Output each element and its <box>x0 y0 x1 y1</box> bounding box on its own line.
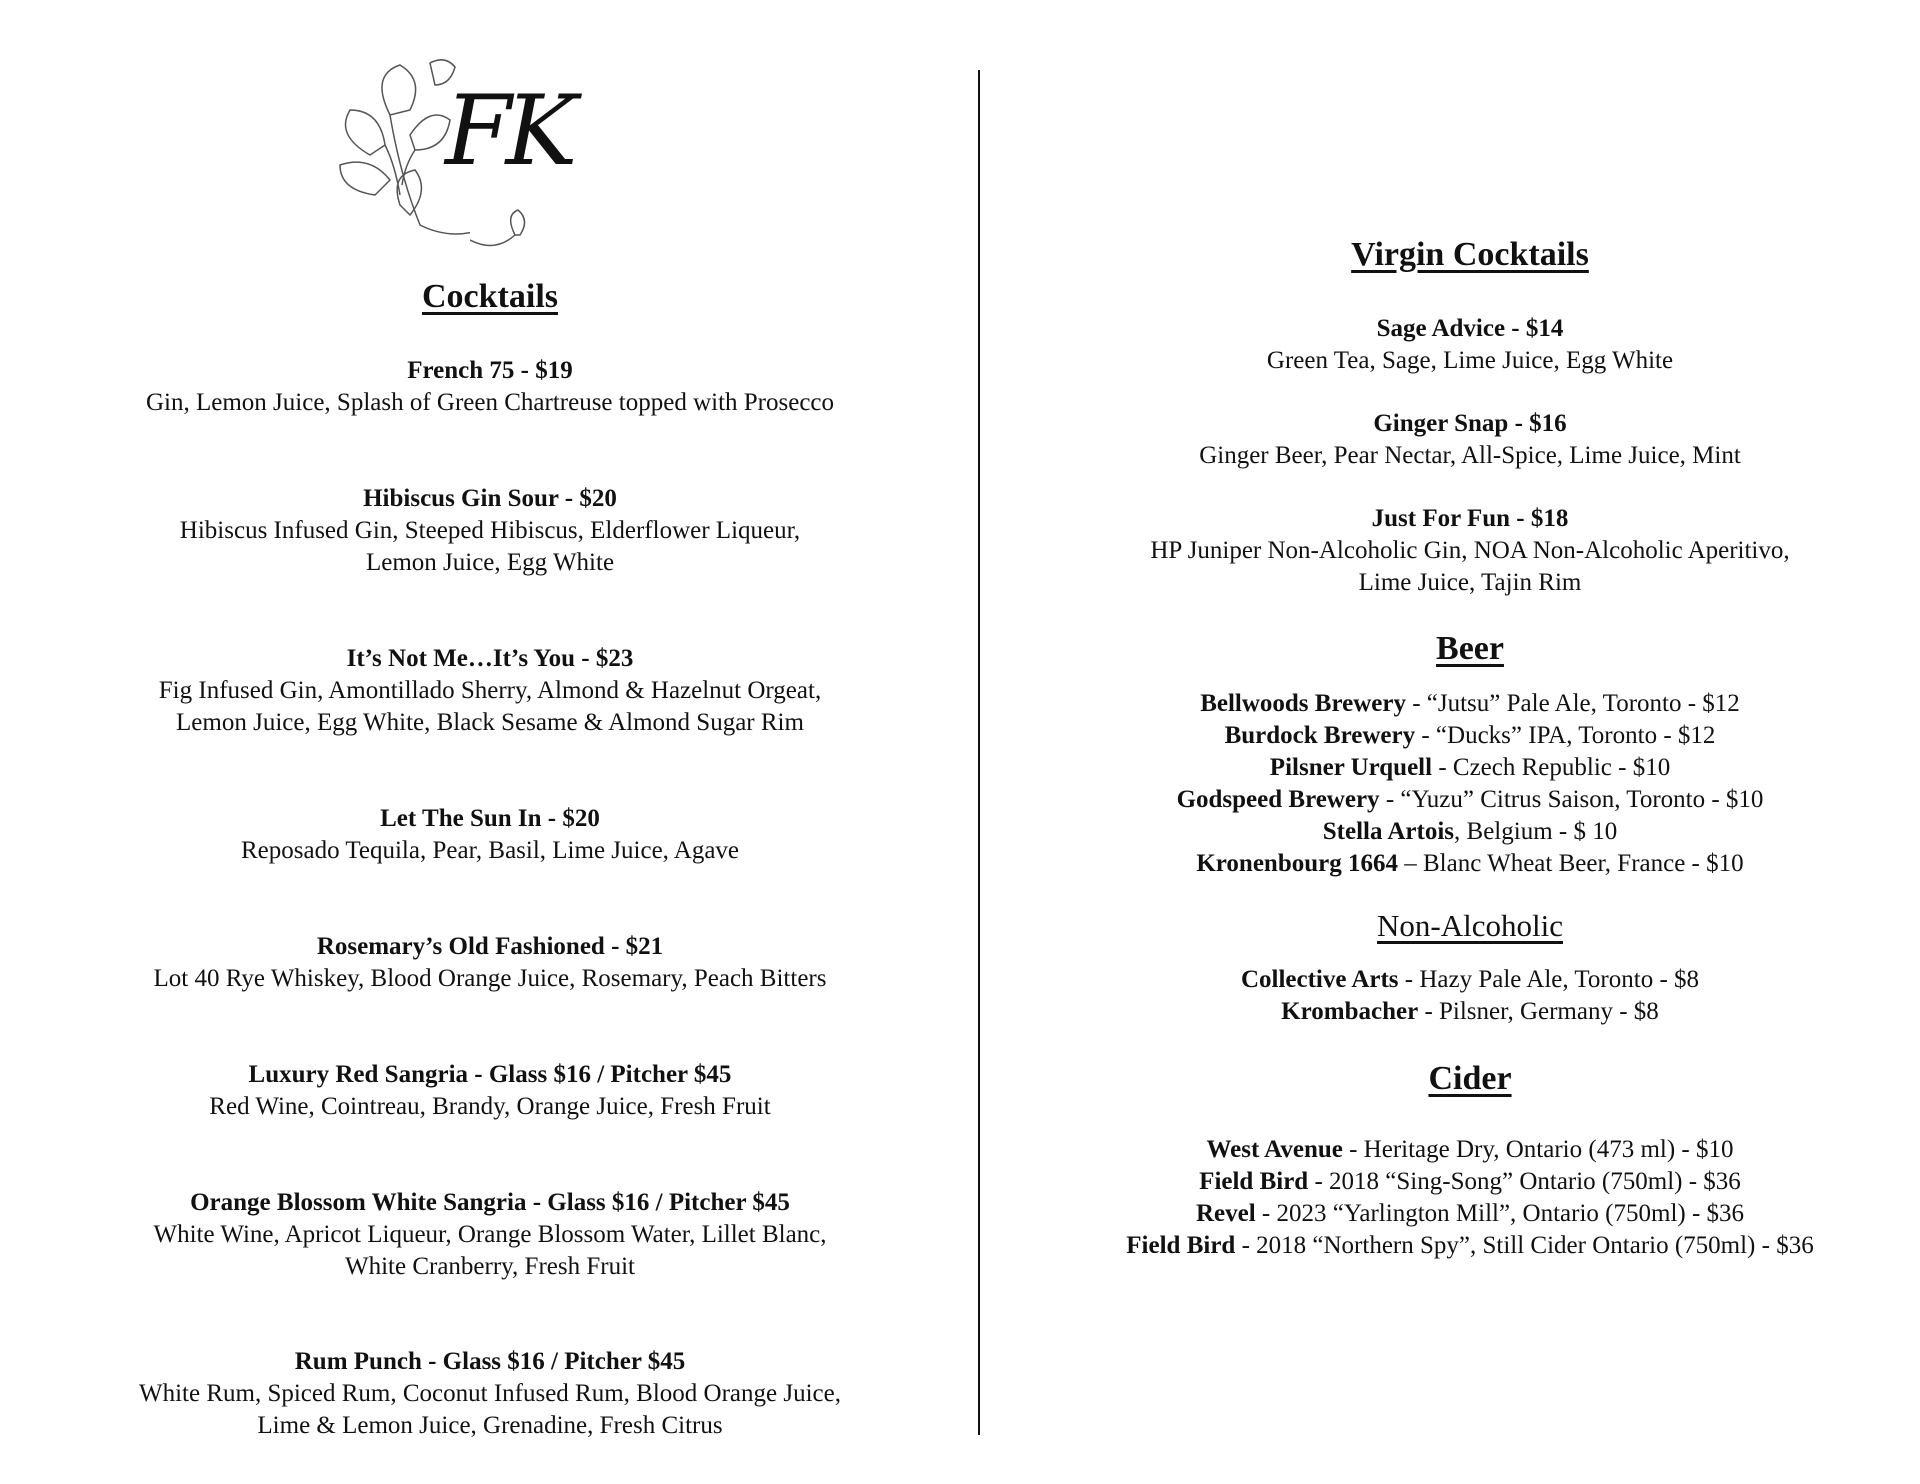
cider-detail: - Heritage Dry, Ontario (473 ml) - $10 <box>1342 1136 1734 1163</box>
right-column <box>1060 0 1880 1484</box>
virgin-item <box>1060 408 1880 472</box>
cider-brand: West Avenue <box>1206 1136 1343 1163</box>
cider-item <box>1060 1198 1880 1230</box>
beer-item <box>1060 848 1880 880</box>
cocktail-item <box>60 1346 920 1442</box>
beer-detail: - Czech Republic - $10 <box>1432 754 1671 781</box>
cocktail-item <box>60 1187 920 1283</box>
cocktail-desc: Red Wine, Cointreau, Brandy, Orange Juice, Fresh Fruit <box>209 1093 771 1120</box>
cocktail-name: Hibiscus Gin Sour - $20 <box>363 485 617 512</box>
non-alcoholic-brand: Collective Arts <box>1240 966 1399 993</box>
virgin-desc: Lime Juice, Tajin Rim <box>1358 569 1582 596</box>
non-alcoholic-list <box>1060 964 1880 1028</box>
beer-item <box>1060 688 1880 720</box>
beer-brand: Stella Artois <box>1322 818 1455 845</box>
virgin-name: Just For Fun - $18 <box>1371 505 1569 532</box>
cider-item <box>1060 1230 1880 1262</box>
cocktail-name: Luxury Red Sangria - Glass $16 / Pitcher $45 <box>248 1061 732 1088</box>
cocktail-name: French 75 - $19 <box>407 357 573 384</box>
beer-list <box>1060 688 1880 880</box>
beer-brand: Kronenbourg 1664 <box>1196 850 1398 877</box>
cocktail-item <box>60 483 920 579</box>
beer-detail: – Blanc Wheat Beer, France - $10 <box>1398 850 1744 877</box>
cocktail-desc: Lemon Juice, Egg White, Black Sesame & Almond Sugar Rim <box>176 709 804 736</box>
cocktail-name: Orange Blossom White Sangria - Glass $16 / Pitcher $45 <box>190 1189 790 1216</box>
virgin-item <box>1060 313 1880 377</box>
beer-detail: - “Ducks” IPA, Toronto - $12 <box>1415 722 1716 749</box>
cocktail-name: Rum Punch - Glass $16 / Pitcher $45 <box>294 1348 686 1375</box>
cocktail-name: Rosemary’s Old Fashioned - $21 <box>316 933 664 960</box>
virgin-desc: HP Juniper Non-Alcoholic Gin, NOA Non-Alcoholic Aperitivo, <box>1150 537 1790 564</box>
cider-item <box>1060 1166 1880 1198</box>
beer-detail: - “Jutsu” Pale Ale, Toronto - $12 <box>1405 690 1740 717</box>
beer-detail: - “Yuzu” Citrus Saison, Toronto - $10 <box>1379 786 1764 813</box>
cider-brand: Field Bird <box>1126 1232 1236 1259</box>
cocktail-desc: Gin, Lemon Juice, Splash of Green Chartreuse topped with Prosecco <box>145 389 835 416</box>
cider-detail: - 2018 “Sing-Song” Ontario (750ml) - $36 <box>1308 1168 1741 1195</box>
column-divider <box>978 70 980 1435</box>
cocktail-desc: Lime & Lemon Juice, Grenadine, Fresh Citrus <box>257 1412 723 1439</box>
cider-list <box>1060 1134 1880 1262</box>
cider-brand: Field Bird <box>1199 1168 1309 1195</box>
cocktail-desc: White Rum, Spiced Rum, Coconut Infused Rum, Blood Orange Juice, <box>139 1380 841 1407</box>
beer-item <box>1060 752 1880 784</box>
virgin-name: Ginger Snap - $16 <box>1373 410 1567 437</box>
cider-title: Cider <box>1428 1060 1512 1097</box>
beer-title: Beer <box>1436 630 1504 667</box>
cocktail-name: Let The Sun In - $20 <box>380 805 600 832</box>
virgin-item <box>1060 503 1880 599</box>
beer-detail: , Belgium - $ 10 <box>1454 818 1618 845</box>
logo-monogram: FK <box>445 75 572 187</box>
cocktail-desc: Reposado Tequila, Pear, Basil, Lime Juice, Agave <box>240 837 740 864</box>
cocktail-item <box>60 355 920 419</box>
non-alcoholic-detail: - Hazy Pale Ale, Toronto - $8 <box>1398 966 1700 993</box>
cider-item <box>1060 1134 1880 1166</box>
virgin-cocktails-title: Virgin Cocktails <box>1351 236 1589 273</box>
virgin-desc: Green Tea, Sage, Lime Juice, Egg White <box>1266 347 1674 374</box>
non-alcoholic-detail: - Pilsner, Germany - $8 <box>1418 998 1659 1025</box>
cider-detail: - 2018 “Northern Spy”, Still Cider Ontario (750ml) - $36 <box>1235 1232 1814 1259</box>
non-alcoholic-item <box>1060 964 1880 996</box>
cocktail-item <box>60 931 920 995</box>
cocktail-desc: Lemon Juice, Egg White <box>365 549 615 576</box>
cider-brand: Revel <box>1195 1200 1256 1227</box>
cocktails-title: Cocktails <box>422 278 558 315</box>
cocktail-item <box>60 643 920 739</box>
cocktail-item <box>60 803 920 867</box>
cocktail-name: It’s Not Me…It’s You - $23 <box>346 645 634 672</box>
cocktails-section <box>60 0 920 1484</box>
cider-detail: - 2023 “Yarlington Mill”, Ontario (750ml) - $36 <box>1255 1200 1745 1227</box>
cocktail-desc: White Wine, Apricot Liqueur, Orange Blossom Water, Lillet Blanc, <box>153 1221 827 1248</box>
beer-brand: Bellwoods Brewery <box>1200 690 1406 717</box>
cocktail-item <box>60 1059 920 1123</box>
non-alcoholic-title: Non-Alcoholic <box>1377 908 1563 943</box>
cocktail-desc: Fig Infused Gin, Amontillado Sherry, Almond & Hazelnut Orgeat, <box>158 677 822 704</box>
non-alcoholic-brand: Krombacher <box>1281 998 1419 1025</box>
beer-brand: Godspeed Brewery <box>1176 786 1380 813</box>
cocktail-desc: White Cranberry, Fresh Fruit <box>345 1253 635 1280</box>
beer-item <box>1060 784 1880 816</box>
beer-item <box>1060 720 1880 752</box>
cocktail-desc: Hibiscus Infused Gin, Steeped Hibiscus, Elderflower Liqueur, <box>179 517 801 544</box>
beer-item <box>1060 816 1880 848</box>
beer-brand: Burdock Brewery <box>1224 722 1416 749</box>
beer-brand: Pilsner Urquell <box>1269 754 1433 781</box>
virgin-name: Sage Advice - $14 <box>1376 315 1564 342</box>
non-alcoholic-item <box>1060 996 1880 1028</box>
virgin-desc: Ginger Beer, Pear Nectar, All-Spice, Lime Juice, Mint <box>1199 442 1741 469</box>
cocktail-desc: Lot 40 Rye Whiskey, Blood Orange Juice, Rosemary, Peach Bitters <box>153 965 827 992</box>
